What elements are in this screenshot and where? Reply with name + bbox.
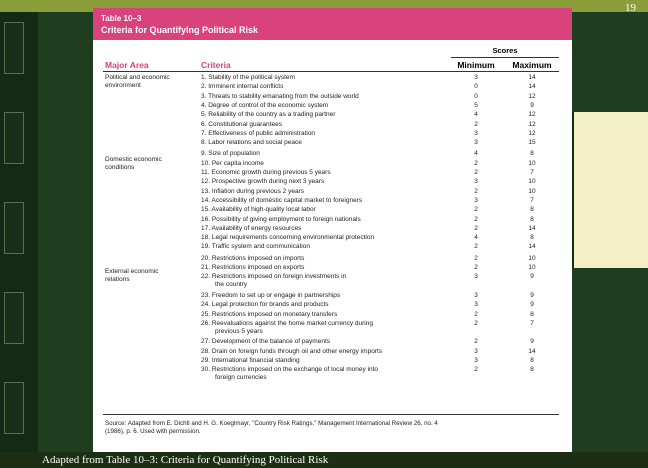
max-score: 14	[528, 243, 536, 251]
max-score: 15	[528, 139, 536, 147]
max-score: 8	[530, 206, 534, 214]
scores-header: Scores	[451, 46, 559, 58]
criterion-text: 3. Threats to stability emanating from the outside world	[201, 92, 359, 100]
criterion-text: 27. Development of the balance of payments	[201, 338, 330, 346]
table-label: Table 10–3	[101, 14, 142, 23]
max-score: 9	[530, 291, 534, 299]
max-score: 12	[528, 92, 536, 100]
minimum-header: Minimum	[457, 60, 495, 70]
criterion-text: 20. Restrictions imposed on imports	[201, 254, 305, 262]
criterion-text: 2. Imminent internal conflicts	[201, 83, 284, 91]
min-score: 3	[474, 291, 478, 299]
decor-box	[4, 22, 24, 74]
max-score: 10	[528, 254, 536, 262]
table-header-band	[93, 8, 572, 40]
min-score: 2	[474, 254, 478, 262]
criterion-text: 19. Traffic system and communication	[201, 243, 310, 251]
major-area-header: Major Area	[105, 60, 149, 70]
max-score: 8	[530, 150, 534, 158]
left-decor-panel	[0, 12, 38, 452]
max-score: 14	[528, 74, 536, 81]
max-score: 8	[530, 357, 534, 364]
criterion-text: 8. Labor relations and social peace	[201, 139, 302, 147]
decor-box	[4, 382, 24, 434]
area-political: Political and economic environment	[105, 74, 170, 89]
right-decor-panel	[570, 112, 648, 268]
min-score: 2	[474, 243, 478, 251]
slide-number: 19	[625, 2, 636, 14]
min-score: 3	[474, 357, 478, 364]
max-score: 14	[528, 347, 536, 355]
max-score: 14	[528, 224, 536, 232]
min-score: 2	[474, 338, 478, 346]
footer-rule	[103, 414, 559, 415]
max-score: 10	[528, 187, 536, 195]
min-score: 3	[474, 273, 478, 281]
min-score: 4	[474, 111, 478, 119]
criterion-text: 26. Reevaluations against the home market currency during previous 5 years	[201, 319, 373, 335]
criterion-text: 18. Legal requirements concerning environmental protection	[201, 234, 375, 242]
min-score: 3	[474, 74, 478, 81]
criterion-text: 17. Availability of energy resources	[201, 224, 302, 232]
maximum-header: Maximum	[512, 60, 552, 70]
criterion-text: 10. Per capita income	[201, 159, 264, 167]
criterion-text: 30. Restrictions imposed on the exchange of local money into foreign currencies	[201, 366, 379, 382]
min-score: 2	[474, 264, 478, 271]
max-score: 12	[528, 129, 536, 137]
max-score: 7	[530, 169, 534, 176]
criterion-text: 25. Restrictions imposed on monetary transfers	[201, 310, 338, 318]
criterion-text: 29. International financial standing	[201, 357, 300, 364]
min-score: 0	[474, 92, 478, 100]
criterion-text: 16. Possibility of giving employment to foreign nationals	[201, 215, 361, 223]
min-score: 5	[474, 101, 478, 109]
source-note: Source: Adapted from E. Dichtl and H. G. Koeglmayr, "Country Risk Ratings," Management International Review 26, no. 4 (1986), p. 6. Used with permission.	[105, 420, 438, 435]
criterion-text: 28. Drain on foreign funds through oil and other energy imports	[201, 347, 383, 355]
max-score: 9	[530, 338, 534, 346]
min-score: 2	[474, 187, 478, 195]
min-score: 2	[474, 366, 478, 374]
max-score: 8	[530, 234, 534, 242]
max-score: 10	[528, 159, 536, 167]
min-score: 2	[474, 120, 478, 128]
max-score: 9	[530, 301, 534, 309]
min-score: 3	[474, 347, 478, 355]
criterion-text: 9. Size of population	[201, 150, 260, 158]
criterion-text: 4. Degree of control of the economic system	[201, 101, 329, 109]
min-score: 2	[474, 215, 478, 223]
table-document	[93, 8, 572, 452]
criterion-text: 14. Accessibility of domestic capital market to foreigners	[201, 196, 363, 204]
table-title: Criteria for Quantifying Political Risk	[101, 25, 259, 35]
area-domestic: Domestic economic conditions	[105, 156, 162, 171]
decor-box	[4, 112, 24, 164]
criteria-header: Criteria	[201, 60, 231, 70]
max-score: 12	[528, 111, 536, 119]
max-score: 9	[530, 101, 534, 109]
min-score: 2	[474, 310, 478, 318]
criterion-text: 1. Stability of the political system	[201, 74, 295, 81]
max-score: 8	[530, 366, 534, 374]
min-score: 0	[474, 83, 478, 91]
max-score: 7	[530, 196, 534, 204]
criterion-text: 15. Availability of high-quality local labor	[201, 206, 316, 214]
criterion-text: 5. Reliability of the country as a trading partner	[201, 111, 336, 119]
criterion-text: 6. Constitutional guarantees	[201, 120, 282, 128]
min-score: 3	[474, 196, 478, 204]
max-score: 8	[530, 215, 534, 223]
max-score: 9	[530, 273, 534, 281]
max-score: 10	[528, 264, 536, 271]
min-score: 2	[474, 169, 478, 176]
criterion-text: 12. Prospective growth during next 3 years	[201, 178, 325, 186]
max-score: 12	[528, 120, 536, 128]
min-score: 4	[474, 234, 478, 242]
min-score: 2	[474, 206, 478, 214]
area-external: External economic relations	[105, 268, 159, 283]
max-score: 8	[530, 310, 534, 318]
criterion-text: 24. Legal protection for brands and products	[201, 301, 329, 309]
min-score: 3	[474, 178, 478, 186]
min-score: 4	[474, 150, 478, 158]
criterion-text: 13. Inflation during previous 2 years	[201, 187, 304, 195]
criterion-text: 23. Freedom to set up or engage in partnerships	[201, 291, 341, 299]
min-score: 2	[474, 319, 478, 327]
slide-caption: Adapted from Table 10–3: Criteria for Quantifying Political Risk	[42, 454, 329, 466]
min-score: 3	[474, 139, 478, 147]
max-score: 10	[528, 178, 536, 186]
min-score: 2	[474, 159, 478, 167]
decor-box	[4, 292, 24, 344]
header-rule	[103, 71, 559, 72]
max-score: 14	[528, 83, 536, 91]
criterion-text: 21. Restrictions imposed on exports	[201, 264, 305, 271]
criterion-text: 22. Restrictions imposed on foreign investments in the country	[201, 273, 347, 289]
min-score: 3	[474, 129, 478, 137]
min-score: 3	[474, 301, 478, 309]
criterion-text: 11. Economic growth during previous 5 years	[201, 169, 331, 176]
criterion-text: 7. Effectiveness of public administration	[201, 129, 316, 137]
max-score: 7	[530, 319, 534, 327]
min-score: 2	[474, 224, 478, 232]
decor-box	[4, 202, 24, 254]
